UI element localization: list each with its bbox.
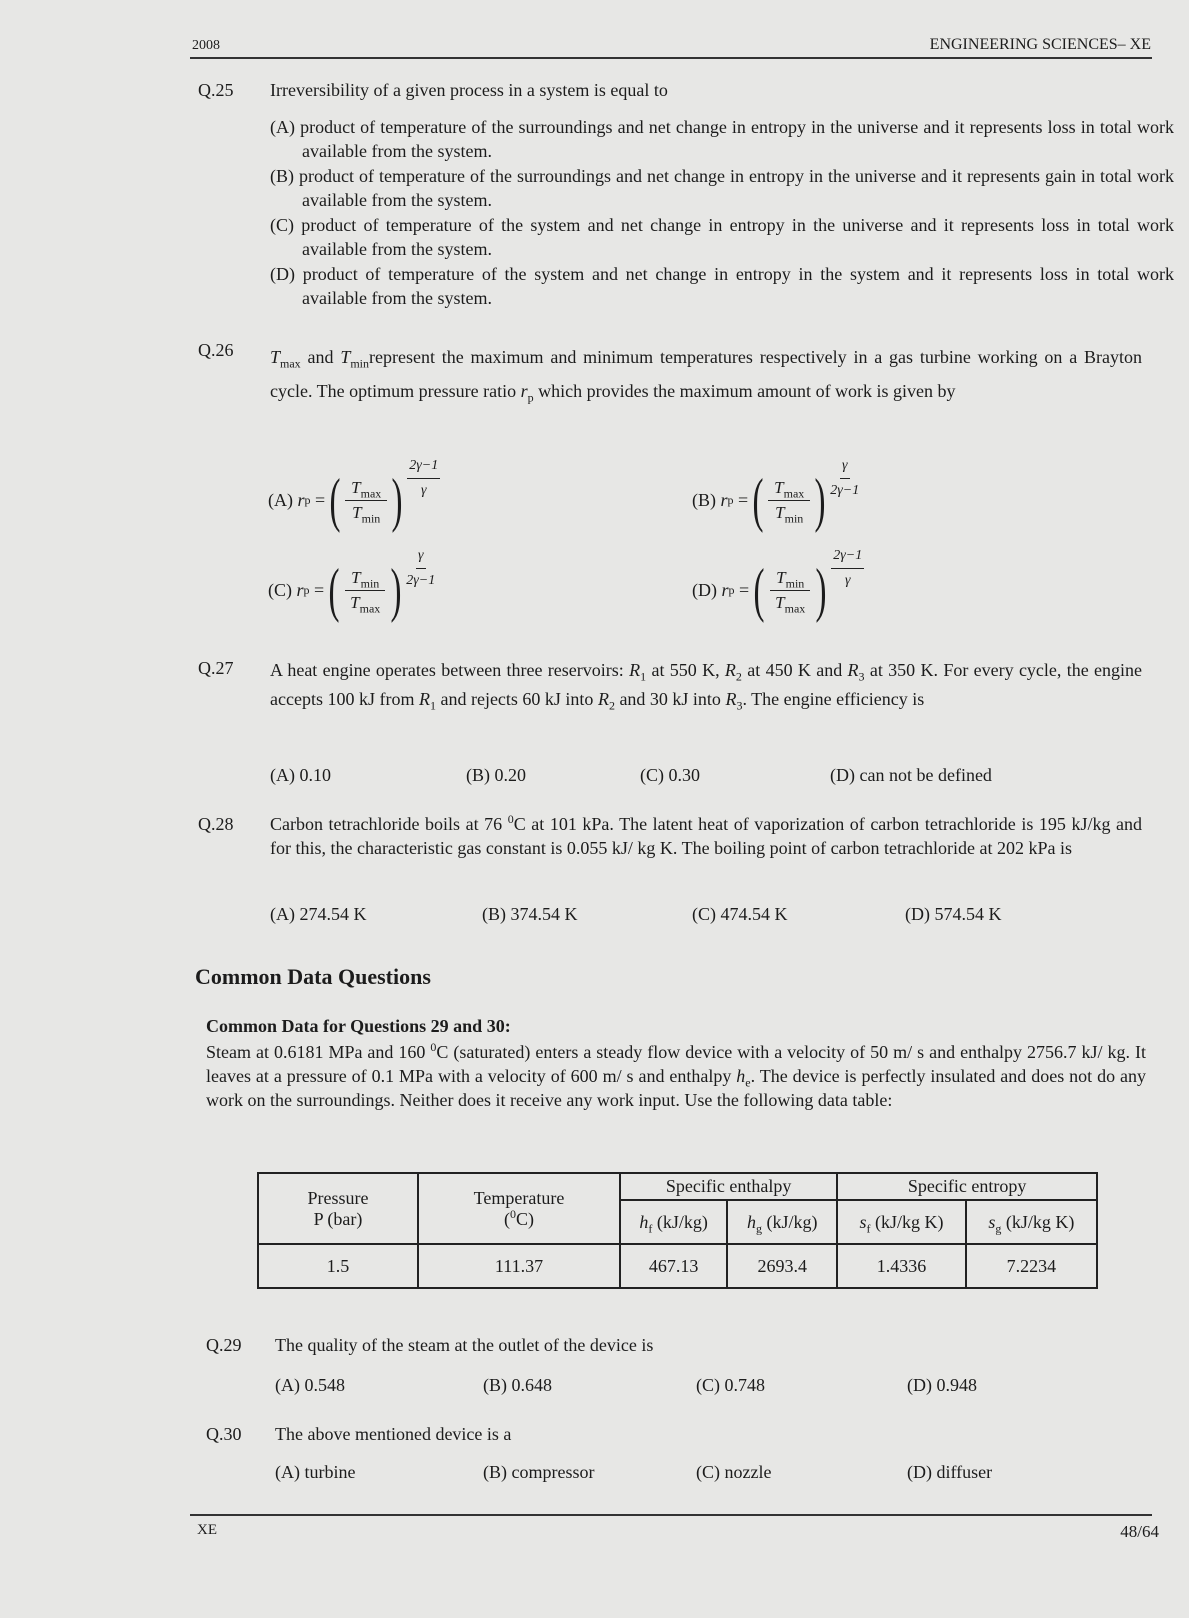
header-sg: $s_g$ (kJ/kg K) [966,1200,1097,1244]
q25-option-b: (B) product of temperature of the surroundings and net change in entropy in the universe and it represents gain in total work available from the system. [270,166,1174,210]
q28-option-a: (A) 274.54 K [270,904,367,924]
common-data-subtitle: Common Data for Questions 29 and 30: [206,1016,511,1036]
q28-number: Q.28 [198,814,234,834]
q27-option-b: (B) 0.20 [466,765,526,785]
q29-option-c: (C) 0.748 [696,1375,765,1395]
common-data-title: Common Data Questions [195,964,431,989]
header-temperature: Temperature ($^0$C) [418,1173,620,1244]
q25-stem: Irreversibility of a given process in a system is equal to [270,80,668,100]
q30-option-a: (A) turbine [275,1462,356,1482]
q26-stem: $T_{max}$ and $T_{min}represent$ the maximum and minimum temperatures respectively in a gas turbine working on a Brayton cycle. The optimum pressure ratio $r_p$ which provides the maximum amount of work is given by [270,347,1143,405]
cell-sf: 1.4336 [837,1244,965,1288]
header-hf: $h_f$ (kJ/kg) [620,1200,727,1244]
header-subject: ENGINEERING SCIENCES– XE [929,36,1151,53]
footer-rule [190,1514,1152,1516]
q27-number: Q.27 [198,658,234,678]
q27-option-c: (C) 0.30 [640,765,700,785]
q29-option-b: (B) 0.648 [483,1375,552,1395]
q30-option-d: (D) diffuser [907,1462,993,1482]
q28-option-c: (C) 474.54 K [692,904,788,924]
q27-stem: A heat engine operates between three reservoirs: $R_1$ at 550 K, $R_2$ at 450 K and $R_3$ at 350 K. For every cycle, the engine accepts 100 kJ from $R_1$ and rejects 60 kJ into $R_2$ and 30 kJ into $R_3$. The engine efficiency is [270,660,1143,713]
q28-option-d: (D) 574.54 K [905,904,1002,924]
cell-hf: 467.13 [620,1244,727,1288]
common-data-paragraph: Steam at 0.6181 MPa and 160 $^0$C (saturated) enters a steady flow device with a velocity of 50 m/ s and enthalpy 2756.7 kJ/ kg. It leaves at a pressure of 0.1 MPa with a velocity of 600 m/ s and enthalpy $h_e$. The device is perfectly insulated and does not do any work on the surroundings. Neither does it receive any work input. Use the following data table: [206,1040,1147,1110]
footer-code: XE [197,1522,217,1538]
q29-stem: The quality of the steam at the outlet of the device is [275,1335,654,1355]
q25-number: Q.25 [198,80,234,100]
q30-option-b: (B) compressor [483,1462,595,1482]
steam-data-table [257,1172,1098,1289]
table-header-row [258,1173,1097,1200]
q29-option-d: (D) 0.948 [907,1375,977,1395]
q30-option-c: (C) nozzle [696,1462,772,1482]
q27-option-a: (A) 0.10 [270,765,331,785]
cell-sg: 7.2234 [966,1244,1097,1288]
q26-number: Q.26 [198,340,234,360]
header-hg: $h_g$ (kJ/kg) [727,1200,837,1244]
header-specific-entropy: Specific entropy [837,1173,1097,1200]
q26-option-d: (D) r p = ( $\frac{T_{min}}{T_{max}}$ ) 2γ−1 γ [692,560,864,620]
q28-stem: Carbon tetrachloride boils at 76 $^0$C at 101 kPa. The latent heat of vaporization of carbon tetrachloride is 195 kJ/kg and for this, the characteristic gas constant is 0.055 kJ/ kg K. The boiling point of carbon tetrachloride at 202 kPa is [270,812,1143,858]
q30-stem: The above mentioned device is a [275,1424,512,1444]
cell-temperature: 111.37 [418,1244,620,1288]
table-row [258,1244,1097,1288]
header-rule [190,57,1152,59]
header-sf: $s_f$ (kJ/kg K) [837,1200,965,1244]
q30-number: Q.30 [206,1424,242,1444]
cell-pressure: 1.5 [258,1244,418,1288]
q27-option-d: (D) can not be defined [830,765,992,785]
header-year: 2008 [192,38,220,53]
q28-option-b: (B) 374.54 K [482,904,578,924]
q29-number: Q.29 [206,1335,242,1355]
cell-hg: 2693.4 [727,1244,837,1288]
q25-option-d: (D) product of temperature of the system and net change in entropy in the system and it represents loss in total work available from the system. [270,264,1174,308]
header-pressure: Pressure P (bar) [258,1173,418,1244]
q25-option-c: (C) product of temperature of the system and net change in entropy in the universe and it represents loss in total work available from the system. [270,215,1174,259]
q29-option-a: (A) 0.548 [275,1375,345,1395]
q26-option-c: (C) r p = ( $\frac{T_{min}}{T_{max}}$ ) γ 2γ−1 [268,560,435,620]
q26-option-a: (A) r p = ( $\frac{T_{max}}{T_{min}}$ ) 2γ−1 γ [268,470,440,530]
header-specific-enthalpy: Specific enthalpy [620,1173,837,1200]
q25-option-a: (A) product of temperature of the surroundings and net change in entropy in the universe and it represents loss in total work available from the system. [270,117,1174,161]
q26-option-b: (B) r p = ( $\frac{T_{max}}{T_{min}}$ ) γ 2γ−1 [692,470,859,530]
footer-page-number: 48/64 [1120,1522,1159,1541]
